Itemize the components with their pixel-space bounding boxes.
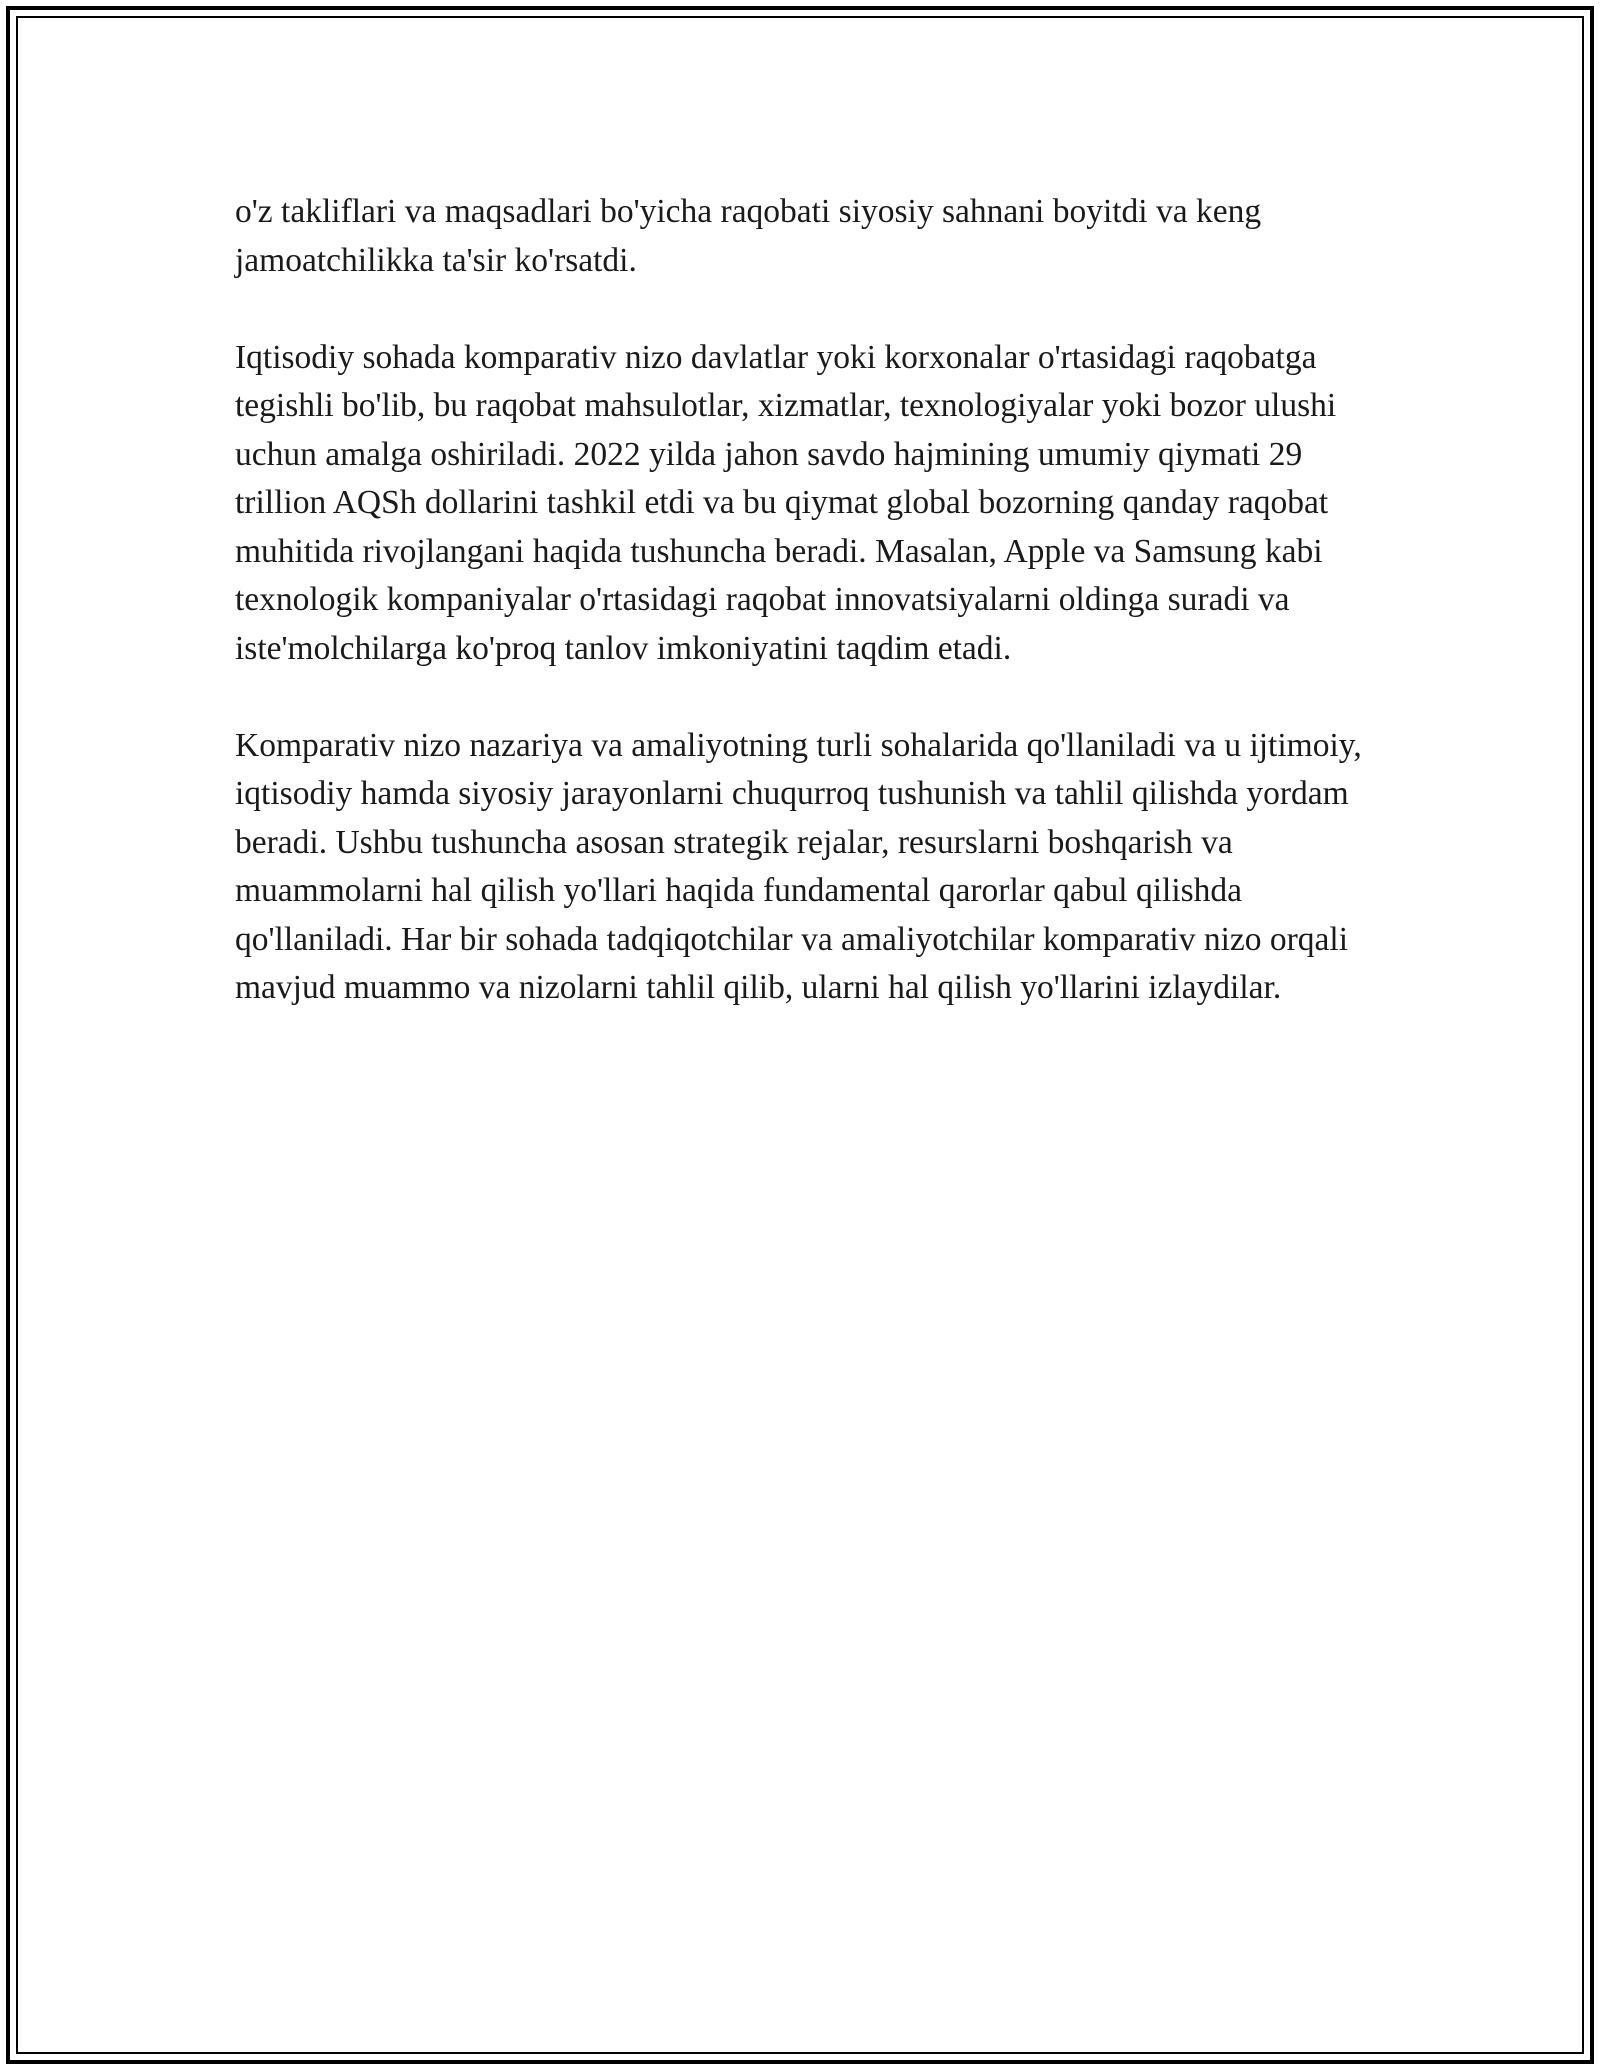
- document-body: [235, 188, 1375, 1061]
- paragraph-2: Iqtisodiy sohada komparativ nizo davlatlar yoki korxonalar o'rtasidagi raqobatga tegishli bo'lib, bu raqobat mahsulotlar, xizmatlar, texnologiyalar yoki bozor ulushi uchun amalga oshiriladi. 2022 yilda jahon savdo hajmining umumiy qiymati 29 trillion AQSh dollarini tashkil etdi va bu qiymat global bozorning qanday raqobat muhitida rivojlangani haqida tushuncha beradi. Masalan, Apple va Samsung kabi texnologik kompaniyalar o'rtasidagi raqobat innovatsiyalarni oldinga suradi va iste'molchilarga ko'proq tanlov imkoniyatini taqdim etadi.: [235, 338, 1337, 667]
- paragraph-1: o'z takliflari va maqsadlari bo'yicha raqobati siyosiy sahnani boyitdi va keng jamoatchilikka ta'sir ko'rsatdi.: [235, 193, 1262, 279]
- paragraph-3: Komparativ nizo nazariya va amaliyotning turli sohalarida qo'llaniladi va u ijtimoiy, iqtisodiy hamda siyosiy jarayonlarni chuqurroq tushunish va tahlil qilishda yordam beradi. Ushbu tushuncha asosan strategik rejalar, resurslarni boshqarish va muammolarni hal qilish yo'llari haqida fundamental qarorlar qabul qilishda qo'llaniladi. Har bir sohada tadqiqotchilar va amaliyotchilar komparativ nizo orqali mavjud muammo va nizolarni tahlil qilib, ularni hal qilish yo'llarini izlaydilar.: [235, 726, 1362, 1006]
